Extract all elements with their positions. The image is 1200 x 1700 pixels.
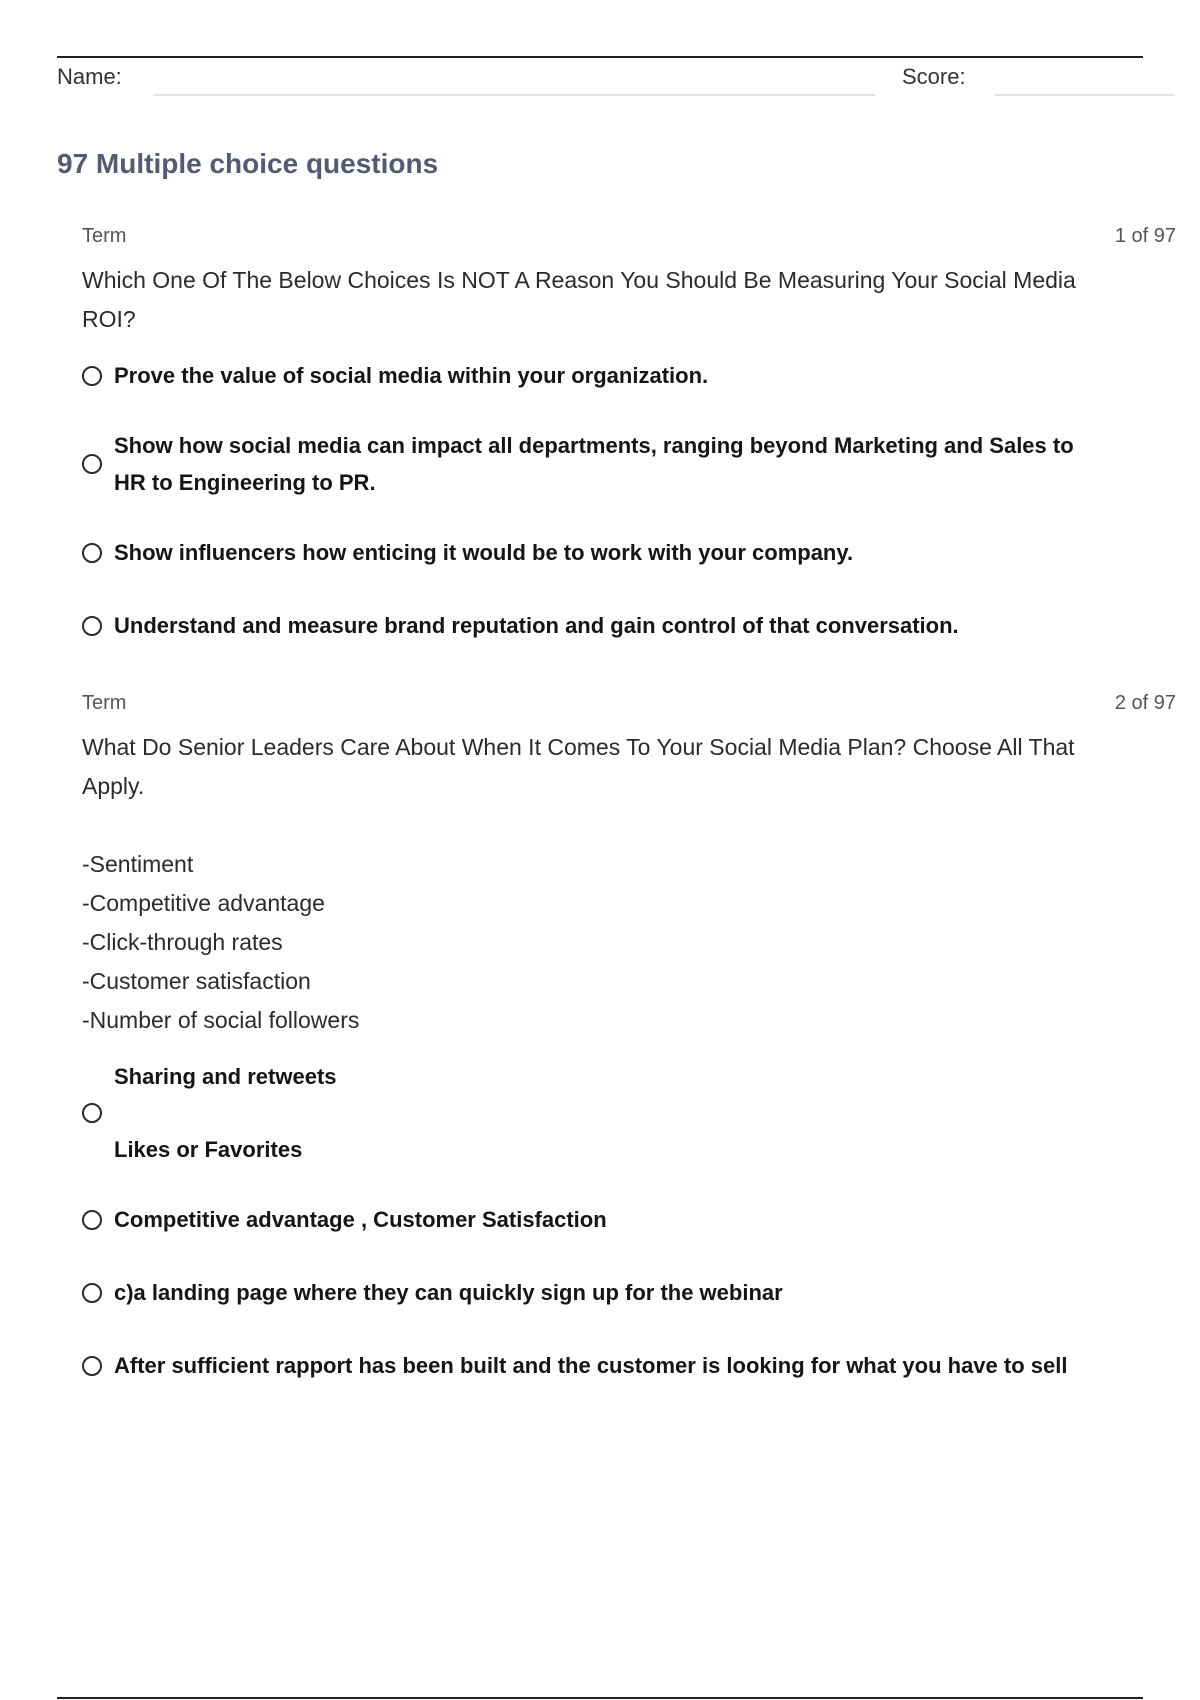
answer-option[interactable] [82, 534, 1176, 571]
question-text-line: -Competitive advantage [82, 890, 325, 916]
option-label-line: HR to Engineering to PR. [114, 470, 376, 495]
question-text-line: -Number of social followers [82, 1007, 360, 1033]
option-label: Competitive advantage , Customer Satisfaction [114, 1207, 607, 1232]
section-title: 97 Multiple choice questions [57, 148, 439, 179]
radio-button-icon[interactable] [82, 454, 102, 474]
option-label: Show influencers how enticing it would be to work with your company. [114, 540, 854, 565]
question-text-line: What Do Senior Leaders Care About When It Comes To Your Social Media Plan? Choose All That [82, 734, 1075, 760]
radio-button-icon[interactable] [82, 616, 102, 636]
answer-option[interactable] [82, 607, 1176, 644]
option-label: c)a landing page where they can quickly sign up for the webinar [114, 1280, 783, 1305]
score-label: Score: [902, 64, 966, 89]
term-label: Term [82, 692, 127, 714]
question-1 [82, 225, 1176, 644]
radio-button-icon[interactable] [82, 1210, 102, 1230]
answer-option[interactable] [82, 427, 1176, 501]
radio-button-icon[interactable] [82, 1356, 102, 1376]
term-label: Term [82, 225, 127, 247]
option-label: Understand and measure brand reputation and gain control of that conversation. [114, 613, 959, 638]
bottom-rule [57, 1697, 1143, 1699]
question-counter: 2 of 97 [1114, 692, 1176, 714]
top-rule [57, 56, 1143, 58]
question-header [82, 692, 1176, 722]
radio-button-icon[interactable] [82, 543, 102, 563]
answer-option[interactable] [82, 1347, 1176, 1384]
question-counter: 1 of 97 [1114, 225, 1176, 247]
question-text-line: -Sentiment [82, 851, 194, 877]
question-text-blank [82, 806, 1142, 845]
option-label: After sufficient rapport has been built and the customer is looking for what you have to sell [114, 1353, 1068, 1378]
score-field[interactable] [995, 94, 1175, 96]
radio-button-icon[interactable] [82, 1283, 102, 1303]
radio-button-icon[interactable] [82, 1103, 102, 1123]
question-text-line: Apply. [82, 773, 145, 799]
header-row [57, 62, 1177, 98]
radio-button-icon[interactable] [82, 366, 102, 386]
question-header [82, 225, 1176, 255]
question-text [82, 261, 1142, 339]
option-label: Prove the value of social media within your organization. [114, 363, 709, 388]
name-field[interactable] [153, 94, 875, 96]
option-label [114, 427, 1074, 501]
answer-option[interactable] [82, 1274, 1176, 1311]
answer-option[interactable] [82, 1058, 1176, 1168]
name-label: Name: [57, 64, 122, 89]
question-text-line: -Customer satisfaction [82, 968, 311, 994]
option-label-line: Show how social media can impact all departments, ranging beyond Marketing and Sales to [114, 433, 1074, 458]
option-label-line: Likes or Favorites [114, 1137, 303, 1162]
question-text-line: ROI? [82, 306, 136, 332]
option-label [114, 1058, 337, 1168]
question-text-line: -Click-through rates [82, 929, 283, 955]
question-2 [82, 692, 1176, 1384]
question-text-line: Which One Of The Below Choices Is NOT A Reason You Should Be Measuring Your Social Media [82, 267, 1076, 293]
option-label-line: Sharing and retweets [114, 1064, 337, 1089]
answer-option[interactable] [82, 357, 1176, 394]
answer-option[interactable] [82, 1201, 1176, 1238]
question-text [82, 728, 1142, 1040]
